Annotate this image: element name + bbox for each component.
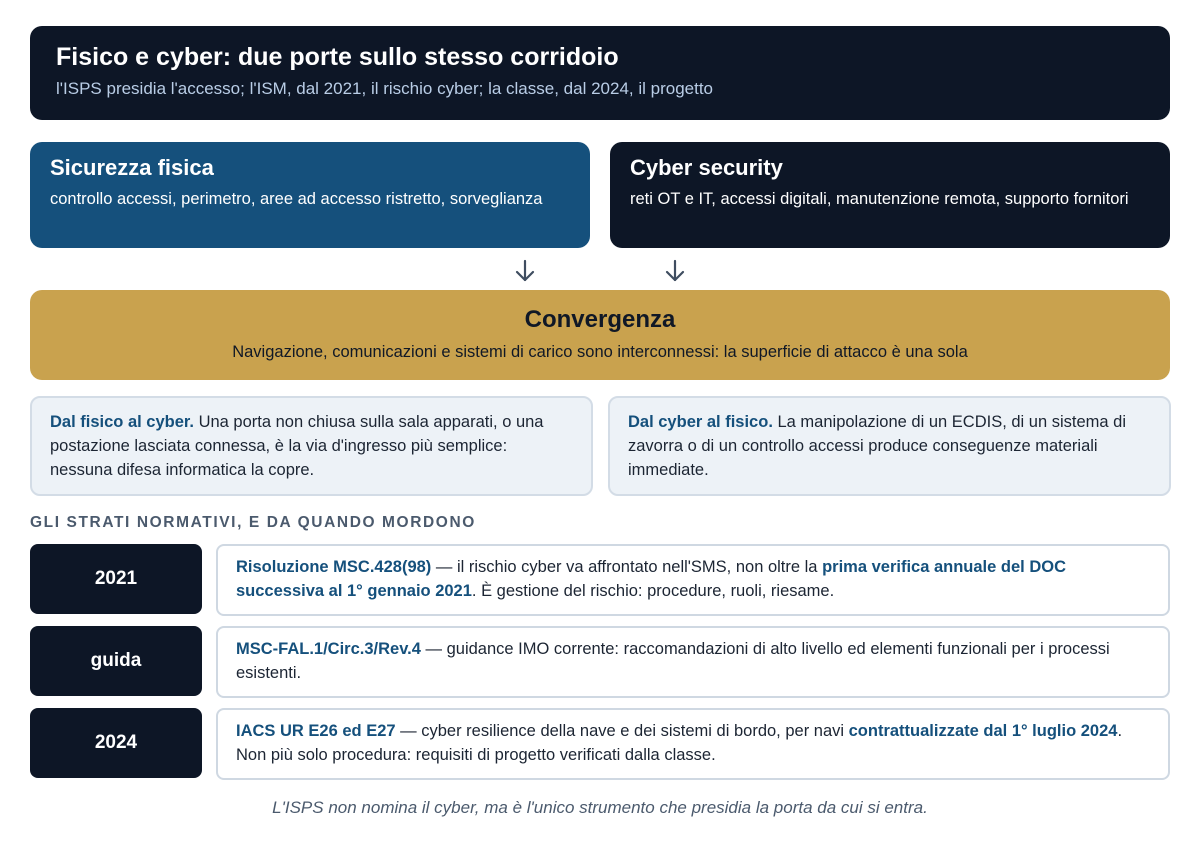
pillar-description: reti OT e IT, accessi digitali, manutenzione remota, supporto fornitori	[630, 190, 1129, 208]
pillar-description: controllo accessi, perimetro, aree ad accesso ristretto, sorveglianza	[50, 190, 543, 208]
timeline-row	[216, 544, 1170, 616]
arrow-down-icon	[514, 258, 536, 284]
pillar-title: Cyber security	[630, 155, 783, 180]
timeline-text: — cyber resilience della nave e dei sistemi di bordo, per navi	[395, 722, 849, 740]
timeline-row	[216, 708, 1170, 780]
pillar-title: Sicurezza fisica	[50, 155, 214, 180]
timeline-text-highlight: contrattualizzate dal 1° luglio 2024	[848, 722, 1118, 740]
header-banner	[30, 26, 1170, 120]
pillar-physical-security	[30, 142, 590, 248]
footer-note: L'ISPS non nomina il cyber, ma è l'unico strumento che presidia la porta da cui si entra.	[272, 798, 928, 817]
timeline-row	[216, 626, 1170, 698]
convergence-box	[30, 290, 1170, 380]
timeline-text-highlight: IACS UR E26 ed E27	[236, 722, 396, 740]
arrow-down-icon	[664, 258, 686, 284]
card-lead: Dal cyber al fisico.	[628, 413, 773, 431]
card-physical-to-cyber	[30, 396, 593, 496]
timeline-text: — guidance IMO corrente: raccomandazioni di alto livello ed elementi funzionali per i processi esistenti.	[236, 640, 1110, 682]
pillar-cyber-security	[610, 142, 1170, 248]
timeline-text-highlight: Risoluzione MSC.428(98)	[236, 558, 432, 576]
page-subtitle: l'ISPS presidia l'accesso; l'ISM, dal 2021, il rischio cyber; la classe, dal 2024, il progetto	[56, 79, 713, 98]
section-label: GLI STRATI NORMATIVI, E DA QUANDO MORDONO	[30, 514, 476, 531]
timeline-year-badge: 2024	[30, 708, 202, 778]
card-text: Una porta non chiusa sulla sala apparati, o una postazione lasciata connessa, è la via d'ingresso più semplice: nessuna difesa informatica la copre.	[50, 413, 544, 479]
timeline-text-highlight: MSC-FAL.1/Circ.3/Rev.4	[236, 640, 421, 658]
card-lead: Dal fisico al cyber.	[50, 413, 194, 431]
page-title: Fisico e cyber: due porte sullo stesso corridoio	[56, 43, 619, 71]
convergence-description: Navigazione, comunicazioni e sistemi di carico sono interconnessi: la superficie di attacco è una sola	[232, 343, 968, 361]
timeline-text: . È gestione del rischio: procedure, ruoli, riesame.	[471, 582, 835, 600]
card-cyber-to-physical	[608, 396, 1171, 496]
card-text: La manipolazione di un ECDIS, di un sistema di zavorra o di un controllo accessi produce conseguenze materiali immediate.	[628, 413, 1127, 479]
timeline-year-badge: guida	[30, 626, 202, 696]
convergence-title: Convergenza	[524, 306, 676, 333]
timeline-text-highlight: prima verifica annuale del DOC successiva al 1° gennaio 2021	[236, 558, 1066, 600]
timeline-year-badge: 2021	[30, 544, 202, 614]
timeline-text: — il rischio cyber va affrontato nell'SMS, non oltre la	[431, 558, 823, 576]
timeline-text: . Non più solo procedura: requisiti di progetto verificati dalla classe.	[236, 722, 1123, 764]
